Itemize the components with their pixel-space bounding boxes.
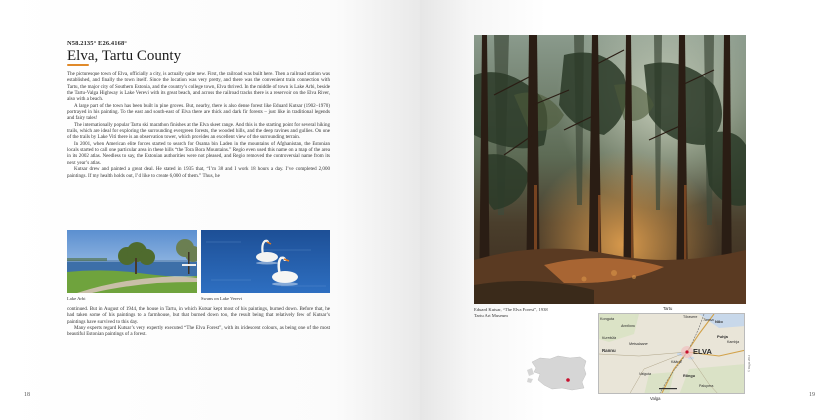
map-top-label: Tartu [663,306,673,311]
map-place: Rõngu [683,374,696,378]
paragraph: In 2001, when American elite forces started to search for Osama bin Laden in the mountains of Afghanistan, the Estonian locals started to call one particular area in these hills “the Tora Bora Mountains.” Regio even used this name on a map of the area in its 2002 atlas. Needless to say, the Estonian authorities were not pleased, and Regio removed the controversial name from its next year’s atlas. [67,140,330,166]
elva-area-map [598,313,745,394]
map-place: Metsalaane [629,342,648,346]
page-title [67,48,181,65]
paragraph: Kutsar drew and painted a great deal. He stated in 1935 that, “I’m 38 and I work 18 hours a day. I’ve completed 2,000 paintings. If my health holds out, I’d like to create 6,000 of them.” Thus, he [67,166,330,179]
map-place: Tõravere [683,315,698,319]
paragraph: Many experts regard Kutsar’s very expertly executed “The Elva Forest”, with its iridescent colours, as being one of the most beautiful Estonian paintings of a forest. [67,325,330,338]
map-place: Nõo [715,319,723,324]
painting-caption: Eduard Kutsar, “The Elva Forest”, 1938 [474,307,548,312]
map-place: Konguta [600,317,615,321]
map-place: Kambja [727,340,740,344]
map-place: Tamsa [703,318,714,322]
body-text-bottom [67,306,330,338]
elva-forest-painting [474,35,746,304]
elva-location-marker [566,378,570,382]
map-place: Rannu [602,348,616,353]
map-city-label: ELVA [693,347,712,356]
map-place: Annikoru [621,324,636,328]
title-rest: , Tartu County [94,48,182,64]
map-place: Palupera [699,384,714,388]
lake-arbi-photo [67,230,197,293]
page-number: 19 [809,392,815,398]
photo-caption: Lake Arbi [67,296,86,301]
map-place: Puhja [717,334,728,339]
map-place: Käärdi [671,360,682,364]
map-place: Valguta [639,372,652,376]
paragraph: A large part of the town has been built in pine groves. But, nearby, there is also dense forest like Eduard Kutsar (1902–1970) portrayed in his painting. To the east and south-east of Elva there are thick and dark fir forests – just like in traditional legends and fairy tales! [67,102,330,122]
page-number: 18 [24,392,30,398]
swans-photo [201,230,330,293]
paragraph: The internationally popular Tartu ski marathon finishes at the Elva skeet range. And this is the starting point for several hiking trails, which are ideal for exploring the surrounding evergreen forests, the wooded hills, and the deep ravines and gullies. On one of the trails by Lake Vitì there is an observation tower, which provides an excellent view of the surrounding terrain. [67,121,330,141]
map-place: Kureküla [602,336,617,340]
paragraph: continued. But in August of 1944, the house in Tartu, in which Kutsar kept most of his paintings, burned down. Before that, he had taken some of his paintings to a farmhouse, but that burned down too, the result being that relatively few of Kutsar’s paintings have survived to this day. [67,306,330,325]
estonia-locator-map [526,352,590,394]
title-place: Elva [67,48,95,64]
coordinates: N58.2135° E26.4168° [67,40,128,47]
photo-caption: Swans on Lake Verevi [201,296,243,301]
body-text-top [67,71,330,227]
paragraph: The picturesque town of Elva, officially a city, is actually quite new. First, the railroad was built here. Then a railroad station was established, and finally the town itself. Since the location was very pretty, and there was the convenient train connection with Tartu, the major city of Southern Estonia, and the country’s college town, Elva thrived. In the middle of town is Lake Arbi, beside the Tartu-Valga Highway is Lake Verevi with its great beach, and across the railroad tracks there is a reservoir on the Elva River, also with a beach. [67,71,330,103]
painting-source: Tartu Art Museum [474,313,508,318]
map-bottom-label: Valga [650,396,661,401]
map-credit: © Regio 2012 [747,355,751,372]
title-underline [67,64,89,66]
